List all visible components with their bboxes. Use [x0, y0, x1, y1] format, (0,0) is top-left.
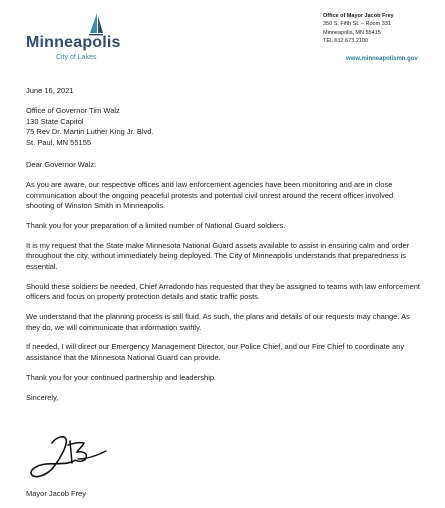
body-paragraph: Thank you for your preparation of a limited number of National Guard soldiers. — [26, 221, 286, 231]
signature-image — [22, 429, 122, 481]
address-line-2: Minneapolis, MN 55415 — [323, 29, 381, 36]
office-address-block — [323, 12, 394, 45]
letter-body — [26, 86, 422, 403]
body-paragraph: We understand that the planning process is still fluid. As such, the plans and details of our requests may change. As they do, we will communicate that information swiftly. — [26, 312, 410, 332]
city-logo-icon — [88, 12, 104, 36]
phone-number: TEL 612.673.2100 — [323, 37, 369, 44]
letter-date: June 16, 2021 — [26, 86, 74, 95]
recipient-line: Office of Governor Tim Walz — [26, 106, 120, 116]
body-paragraph: It is my request that the State make Minnesota National Guard assets available to assist in ensuring calm and order throughout the city, without immediately being deployed. The City of Minneapolis understands that preparedness is essential. — [26, 241, 410, 271]
body-paragraph: If needed, I will direct our Emergency Management Director, our Police Chief, and our Fire Chief to coordinate any assistance that the Minnesota National Guard can provide. — [26, 342, 405, 362]
salutation: Dear Governor Walz: — [26, 160, 97, 170]
closing: Sincerely, — [26, 392, 59, 402]
body-paragraph: Should these soldiers be needed, Chief Arradondo has requested that they be assigned to teams with law enforcement officers and focus on property protection details and static traffic posts. — [26, 281, 420, 302]
recipient-line: 130 State Capitol — [26, 116, 84, 126]
signer-name: Mayor Jacob Frey — [26, 489, 87, 498]
recipient-line: St. Paul, MN 55155 — [26, 137, 92, 147]
recipient-line: 75 Rev Dr. Martin Luther King Jr. Blvd. — [26, 127, 154, 137]
body-paragraph: As you are aware, our respective offices and law enforcement agencies have been monitoring and are in close communication about the ongoing peaceful protests and potential civil unrest around the recent officer involved shooting of Winston Smith in Minneapolis. — [26, 180, 394, 211]
body-paragraph: Thank you for your continued partnership and leadership. — [26, 372, 217, 382]
recipient-address — [26, 106, 422, 148]
address-line-1: 350 S. Fifth St. – Room 331 — [323, 21, 391, 28]
city-tagline: City of Lakes — [56, 54, 97, 61]
city-name-logo: Minneapolis — [26, 34, 121, 51]
website-link[interactable]: www.minneapolismn.gov — [346, 56, 418, 62]
office-name: Office of Mayor Jacob Frey — [323, 13, 394, 19]
